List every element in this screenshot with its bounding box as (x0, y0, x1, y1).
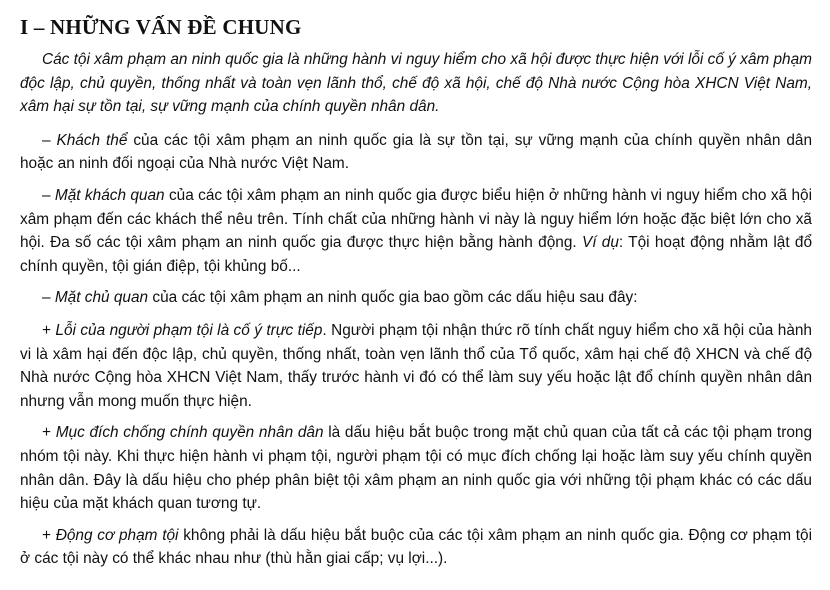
paragraph-body: của các tội xâm phạm an ninh quốc gia được biểu hiện ở những hành vi nguy hiểm cho xã hội xâm phạm đến các khách thể nêu trên. Tính chất của những hành vi này là nguy hiểm lớn hoặc đặc biệt lớn cho xã hội. Đa số các tội xâm phạm an ninh quốc gia được thực hiện bằng hành động. (20, 186, 812, 252)
paragraph-body: . Người phạm tội nhận thức rõ tính chất nguy hiểm cho xã hội của hành vi là xâm hại đến độc lập, chủ quyền, thống nhất, toàn vẹn lãnh thổ của Tổ quốc, xâm hại chế độ XHCN và chế độ Nhà nước Cộng hòa XHCN Việt Nam, thấy trước hành vi đó có thể làm suy yếu hoặc lật đổ chính quyền nhân dân nhưng vẫn mong muốn thực hiện. (20, 321, 812, 410)
paragraph-lead: – (42, 186, 55, 204)
paragraph-body: của các tội xâm phạm an ninh quốc gia là sự tồn tại, sự vững mạnh của chính quyền nhân dân hoặc an ninh đối ngoại của Nhà nước Việt Nam. (20, 131, 812, 173)
paragraph-lead: + (42, 321, 56, 339)
intro-paragraph: Các tội xâm phạm an ninh quốc gia là những hành vi nguy hiểm cho xã hội được thực hiện với lỗi cố ý xâm phạm độc lập, chủ quyền, thống nhất và toàn vẹn lãnh thổ, chế độ xã hội, chế độ Nhà nước Cộng hòa XHCN Việt Nam, xâm hại sự tồn tại, sự vững mạnh của chính quyền nhân dân. (20, 51, 812, 116)
paragraph-lead: + (42, 526, 56, 544)
term-dong-co: Động cơ phạm tội (55, 526, 179, 544)
paragraph-muc-dich (20, 421, 812, 515)
paragraph-mat-chu-quan (20, 286, 812, 310)
example-text: : Tội hoạt động nhằm lật đổ chính quyền, tội gián điệp, tội khủng bố... (20, 234, 813, 275)
paragraph-dong-co (20, 524, 812, 571)
term-mat-khach-quan: Mặt khách quan (54, 186, 165, 204)
document-page (20, 14, 812, 579)
paragraph-loi-co-y (20, 319, 812, 413)
section-heading: I – NHỮNG VẤN ĐỀ CHUNG (20, 15, 302, 39)
term-khach-the: Khách thể (56, 131, 128, 149)
paragraph-mat-khach-quan (20, 184, 812, 278)
term-mat-chu-quan: Mặt chủ quan (54, 289, 149, 307)
term-loi-co-y: Lỗi của người phạm tội là cố ý trực tiếp (55, 321, 323, 339)
paragraph-body: là dấu hiệu bắt buộc trong mặt chủ quan của tất cả các tội phạm trong nhóm tội này. Khi thực hiện hành vi phạm tội, người phạm tội có mục đích chống lại hoặc làm suy yếu chính quyền nhân dân. Đây là dấu hiệu cho phép phân biệt tội xâm phạm an ninh quốc gia với những tội phạm khác có các dấu hiệu của mặt khách quan tương tự. (20, 424, 813, 513)
example-label: Ví dụ (581, 234, 619, 252)
paragraph-khach-the (20, 129, 812, 176)
paragraph-body: của các tội xâm phạm an ninh quốc gia bao gồm các dấu hiệu sau đây: (148, 289, 638, 307)
paragraph-lead: + (42, 424, 56, 442)
paragraph-lead: – (42, 131, 57, 149)
term-muc-dich: Mục đích chống chính quyền nhân dân (55, 424, 324, 442)
paragraph-body: không phải là dấu hiệu bắt buộc của các tội xâm phạm an ninh quốc gia. Động cơ phạm tội ở các tội này có thể khác nhau như (thù hằn giai cấp; vụ lợi...). (20, 526, 813, 568)
paragraph-lead: – (42, 289, 55, 307)
